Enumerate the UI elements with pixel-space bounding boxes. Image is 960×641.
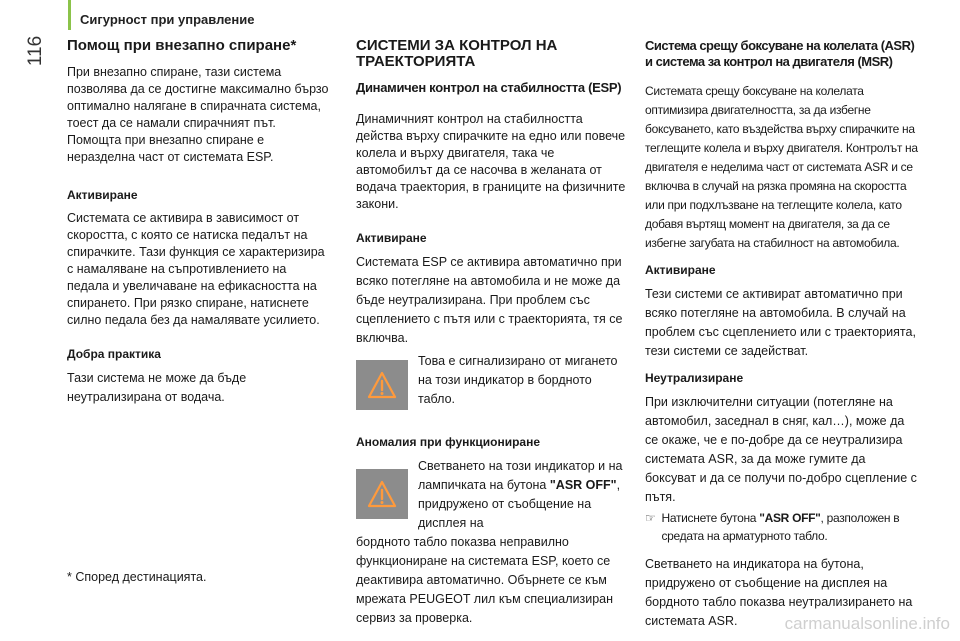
- esp-fault-icon: [356, 469, 408, 519]
- column-brake-assist: [67, 38, 329, 417]
- asr-activation-text: Тези системи се активират автоматично при всяко потегляне на автомобила. В случай на проблем със сцеплението или с траекторията, тези системи се задействат.: [645, 287, 916, 358]
- malfunction-heading: Аномалия при функциониране: [356, 435, 541, 449]
- watermark: carmanualsonline.info: [784, 614, 950, 633]
- esp-intro: Динамичният контрол на стабилността действа върху спирачките на едно или повече колела и върху двигателя, така че автомобилът да се насочва в желаната от водача траектория, в границите на физичните закони.: [356, 112, 626, 211]
- warning-2-text-b: , придружено от съобщение на дисплея на: [418, 478, 621, 530]
- activation-heading: Активиране: [67, 188, 138, 202]
- section-title: Сигурност при управление: [80, 12, 255, 27]
- asr-off-instruction: [645, 509, 920, 545]
- good-practice-heading: Добра практика: [67, 347, 161, 361]
- asr-off-button-label: "ASR OFF": [759, 511, 821, 525]
- asr-title: Система срещу боксуване на колелата (ASR) и система за контрол на двигателя (MSR): [645, 38, 915, 69]
- neutralisation-text: При изключителни ситуации (потегляне на автомобил, заседнал в сняг, кал…), може да се окаже, че е по-добре да се неутрализира системата ASR, за да може гумите да боксуват и да се получи по-добро сцепление с пътя.: [645, 395, 917, 504]
- trajectory-systems-title: СИСТЕМИ ЗА КОНТРОЛ НА ТРАЕКТОРИЯТА: [356, 37, 558, 70]
- footnote: * Според дестинацията.: [67, 570, 207, 584]
- warning-2-text-a: Светването на този индикатор и на лампичката на бутона: [418, 459, 623, 492]
- activation-text: Системата се активира в зависимост от скоростта, с която се натиска педалът на спирачките. Тази функция се характеризира с намаляване на съпротивлението на педала и увеличаване на ефикасността на спирането. При рязко спиране, натиснете силно педала без да намалявате усилието.: [67, 211, 325, 327]
- asr-activation-heading: Активиране: [645, 263, 716, 277]
- warning-2-text: [418, 457, 628, 533]
- neutralisation-heading: Неутрализиране: [645, 371, 744, 385]
- column-asr: [645, 38, 920, 641]
- accent-bar: [68, 0, 71, 30]
- asr-off-label: "ASR OFF": [549, 478, 617, 492]
- bullet-text-b: , разположен в средата на арматурното табло.: [661, 511, 900, 543]
- brake-assist-title: Помощ при внезапно спиране*: [67, 37, 297, 54]
- warning-block-1: [356, 352, 628, 409]
- pointer-icon: ☞: [645, 511, 656, 525]
- brake-assist-intro: При внезапно спиране, тази система позволява да се достигне максимално бързо оптимално налягане в спирачната система, тоест да се намали спирачният път. Помощта при внезапно спиране е неразделна част от системата ESP.: [67, 65, 329, 164]
- asr-final-text: Светването на индикатора на бутона, придружено от съобщение на дисплея на бордното табло показва неутрализирането на системата ASR.: [645, 557, 913, 628]
- bullet-text-a: Натиснете бутона: [661, 511, 760, 525]
- asr-intro: Системата срещу боксуване на колелата оптимизира двигателността, за да избегне боксуването, като въздейства върху спирачките на теглещите колела и върху двигателя. Контролът на двигателя е неделима част от системата ASR и се включва в случай на рязка промяна на скоростта или при подхлъзване на теглещите колела, като добавя въртящ момент на двигателя, за да се избегне загубата на стабилност на автомобила.: [645, 84, 918, 250]
- good-practice-text: Тази система не може да бъде неутрализирана от водача.: [67, 371, 247, 404]
- esp-activation-heading: Активиране: [356, 231, 427, 245]
- warning-block-2: [356, 457, 628, 533]
- warning-1-text: Това е сигнализирано от мигането на този индикатор в бордното табло.: [418, 354, 618, 406]
- esp-activation-text: Системата ESP се активира автоматично при всяко потегляне на автомобила и не може да бъде неутрализирана. При проблем със сцеплението с пътя или с траекторията, тя се включва.: [356, 255, 623, 345]
- page-number: 116: [25, 35, 46, 67]
- esp-subtitle: Динамичен контрол на стабилността (ESP): [356, 80, 622, 95]
- asr-off-instruction-text: [661, 509, 920, 545]
- column-esp: [356, 38, 628, 638]
- malfunction-text: бордното табло показва неправилно функциониране на системата ESP, което се деактивира автоматично. Обърнете се към мрежата PEUGEOT лил към специализиран сервиз за проверка.: [356, 535, 614, 625]
- esp-warning-icon: [356, 360, 408, 410]
